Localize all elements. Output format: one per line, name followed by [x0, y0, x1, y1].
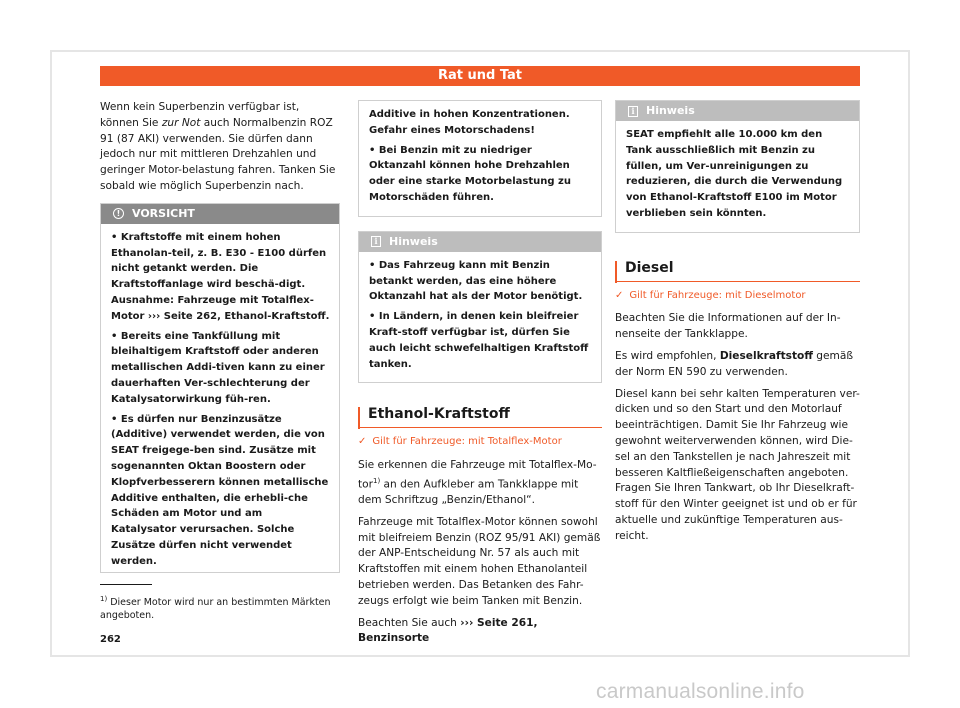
column-right — [615, 100, 860, 551]
caution-body — [101, 224, 339, 572]
warning-icon: ! — [113, 208, 124, 219]
applies-note: ✓ Gilt für Fahrzeuge: mit Dieselmotor — [615, 289, 806, 301]
footnote-rule — [100, 584, 152, 585]
hint-header — [359, 232, 601, 252]
caution-item: • Kraftstoffe mit einem hohen Ethanolan-teil, z. B. E30 - E100 dürfen nicht getankt werden. Die Kraftstoffanlage wird beschä-digt. Ausnahme: Fahrzeuge mit Totalflex-Motor ››› Seite 262, Ethanol-Kraftstoff. — [111, 231, 330, 322]
caution-item: • Bei Benzin mit zu niedriger Oktanzahl können hohe Drehzahlen oder eine starke Motorbelastung zu Motorschäden führen. — [369, 144, 571, 203]
section-ethanol — [358, 407, 602, 428]
caution-item: • Bereits eine Tankfüllung mit bleihaltigem Kraftstoff oder anderen metallischen Addi-tiven kann zu einer dauerhaften Ver-schlechterung der Katalysatorwirkung füh-ren. — [111, 330, 325, 405]
hint-body — [616, 121, 859, 232]
check-icon: ✓ — [615, 289, 624, 301]
caution-header — [101, 204, 339, 224]
hint-title: Hinweis — [646, 104, 695, 117]
watermark: carmanualsonline.info — [596, 680, 805, 703]
page-link[interactable]: ››› Seite 262, Ethanol-Kraftstoff — [147, 310, 326, 322]
caution-box — [100, 203, 340, 573]
page-header: Rat und Tat — [100, 66, 860, 86]
paragraph: Fahrzeuge mit Totalflex-Motor können sowohl mit bleifreiem Benzin (ROZ 95/91 AKI) gemäß der ANP-Entscheidung Nr. 57 als auch mit Kraftstoffen mit einem hohen Ethanolanteil betrieben werden. Das Betanken des Fahr-zeugs erfolgt wie beim Tanken mit Benzin. — [358, 515, 601, 607]
column-left — [100, 100, 340, 573]
hint-item: SEAT empfiehlt alle 10.000 km den Tank ausschließlich mit Benzin zu füllen, um Ver-unreinigungen zu reduzieren, die durch die Verwendung von Ethanol-Kraftstoff E100 im Motor verblieben sein könnten. — [626, 129, 843, 219]
paragraph: Sie erkennen die Fahrzeuge mit Totalflex-Mo-tor$^{1)}$ an den Aufkleber am Tankklappe mit dem Schriftzug „Benzin/Ethanol“. — [358, 458, 597, 507]
paragraph: Es wird empfohlen, Dieselkraftstoff gemäß der Norm EN 590 zu verwenden. — [615, 349, 854, 378]
info-icon: i — [371, 236, 381, 247]
applies-note: ✓ Gilt für Fahrzeuge: mit Totalflex-Motor — [358, 436, 562, 448]
footnote: $^{1)}$ Dieser Motor wird nur an bestimmten Märkten angeboten. — [100, 595, 331, 622]
page-number: 262 — [100, 634, 121, 645]
caution-continuation-box — [358, 100, 602, 217]
page-link[interactable]: ››› Seite 261, Benzinsorte — [358, 616, 538, 645]
section-title: Diesel — [625, 259, 674, 276]
paragraph: Beachten Sie auch ››› Seite 261, Benzinsorte — [358, 616, 538, 645]
hint-body — [359, 252, 601, 383]
caution-continuation-body — [359, 101, 601, 216]
check-icon: ✓ — [358, 436, 367, 448]
info-icon: i — [628, 106, 638, 117]
intro-paragraph: Wenn kein Superbenzin verfügbar ist, können Sie zur Not auch Normalbenzin ROZ 91 (87 AKI) verwenden. Sie dürfen dann jedoch nur mit mittleren Drehzahlen und geringer Motor-belastung fahren. Tanken Sie sobald wie möglich Superbenzin nach. — [100, 101, 336, 192]
caution-item: • Es dürfen nur Benzinzusätze (Additive) verwendet werden, die von SEAT freigege-ben sind. Zusätze mit sogenannten Oktan Boostern oder Klopfverbesserern können metallische Additive enthalten, die erhebli-che Schäden am Motor und am Katalysator verursachen. Solche Zusätze dürfen nicht verwendet werden. — [111, 413, 329, 567]
caution-title: VORSICHT — [132, 206, 195, 220]
footnote-ref: 1) — [373, 476, 381, 485]
paragraph: Beachten Sie die Informationen auf der In-nenseite der Tankklappe. — [615, 312, 841, 341]
column-middle — [358, 100, 602, 653]
hint-header — [616, 101, 859, 121]
paragraph: Diesel kann bei sehr kalten Temperaturen ver-dicken und so den Start und den Motorlauf beeinträchtigen. Damit Sie Ihr Fahrzeug wie gewohnt weiterverwenden können, wird Die-sel an den Tankstellen je nach Jahreszeit mit besseren Kaltfließeigenschaften angeboten. Fragen Sie Ihren Tankwart, ob Ihr Dieselkraft-stoff für den Winter geeignet ist und ob er für aktuelle und zukünftige Temperaturen aus-reicht. — [615, 387, 860, 542]
caution-item: Additive in hohen Konzentrationen. Gefahr eines Motorschadens! — [369, 109, 570, 136]
hint-box — [615, 100, 860, 233]
hint-item: • In Ländern, in denen kein bleifreier Kraft-stoff verfügbar ist, dürfen Sie auch leicht schwefelhaltigen Kraftstoff tanken. — [369, 311, 589, 370]
section-title: Ethanol-Kraftstoff — [368, 406, 510, 423]
hint-item: • Das Fahrzeug kann mit Benzin betankt werden, das eine höhere Oktanzahl hat als der Motor benötigt. — [369, 259, 583, 303]
section-diesel — [615, 261, 860, 282]
hint-box — [358, 231, 602, 384]
hint-title: Hinweis — [389, 234, 438, 248]
